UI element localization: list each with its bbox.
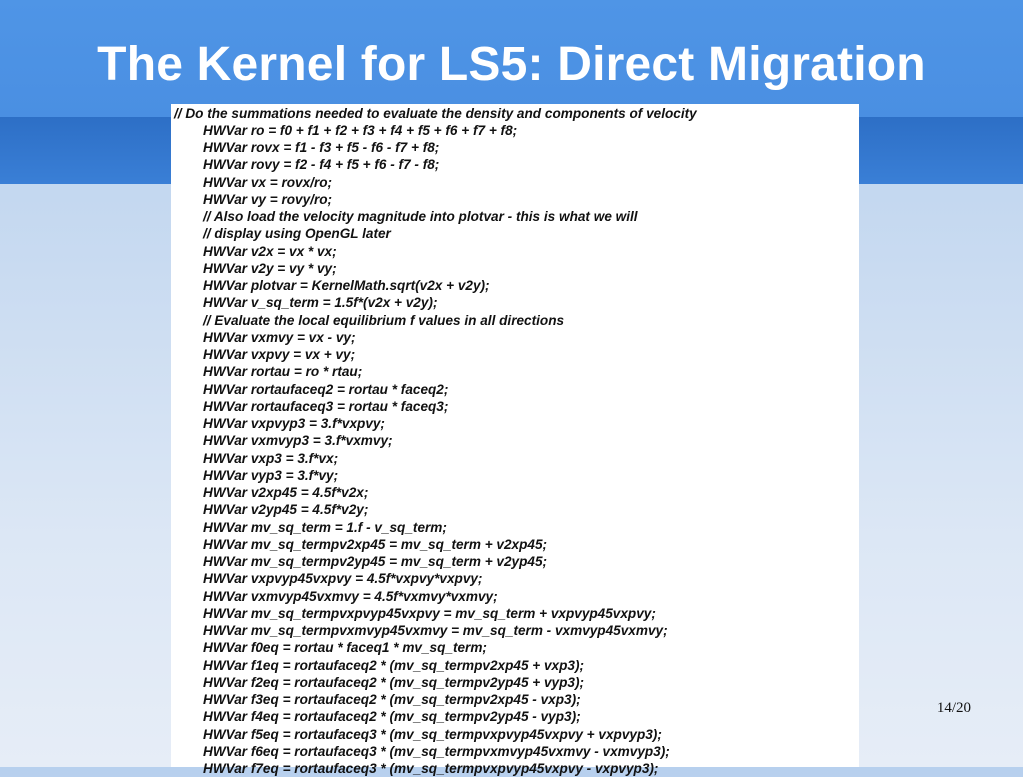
code-comment: // Evaluate the local equilibrium f values in all directions (203, 313, 565, 328)
code-line: HWVar vyp3 = 3.f*vy; (203, 468, 339, 483)
code-line: HWVar v2yp45 = 4.5f*v2y; (203, 502, 369, 517)
code-line: HWVar f7eq = rortaufaceq3 * (mv_sq_termpvxpvyp45vxpvy - vxpvyp3); (203, 761, 659, 776)
code-line: HWVar vxp3 = 3.f*vx; (203, 451, 339, 466)
code-line: HWVar mv_sq_termpvxpvyp45vxpvy = mv_sq_term + vxpvyp45vxpvy; (203, 606, 656, 621)
code-line: HWVar v2y = vy * vy; (203, 261, 337, 276)
code-line: HWVar mv_sq_termpv2xp45 = mv_sq_term + v2xp45; (203, 537, 548, 552)
code-line: HWVar rovy = f2 - f4 + f5 + f6 - f7 - f8; (203, 157, 440, 172)
code-line: HWVar f6eq = rortaufaceq3 * (mv_sq_termpvxmvyp45vxmvy - vxmvyp3); (203, 744, 670, 759)
code-line: HWVar v_sq_term = 1.5f*(v2x + v2y); (203, 295, 438, 310)
code-line: HWVar f2eq = rortaufaceq2 * (mv_sq_termpv2yp45 + vyp3); (203, 675, 585, 690)
code-line: HWVar vxmvy = vx - vy; (203, 330, 356, 345)
code-line: HWVar f3eq = rortaufaceq2 * (mv_sq_termpv2xp45 - vxp3); (203, 692, 581, 707)
code-line: HWVar vxpvyp45vxpvy = 4.5f*vxpvy*vxpvy; (203, 571, 483, 586)
code-line: HWVar vy = rovy/ro; (203, 192, 333, 207)
code-line: HWVar rovx = f1 - f3 + f5 - f6 - f7 + f8; (203, 140, 440, 155)
slide-title: The Kernel for LS5: Direct Migration (97, 38, 926, 91)
code-line: HWVar f1eq = rortaufaceq2 * (mv_sq_termpv2xp45 + vxp3); (203, 658, 585, 673)
code-line: HWVar rortau = ro * rtau; (203, 364, 363, 379)
code-comment: // Also load the velocity magnitude into plotvar - this is what we will (203, 209, 638, 224)
code-line: HWVar f0eq = rortau * faceq1 * mv_sq_term; (203, 640, 487, 655)
code-line: HWVar f4eq = rortaufaceq2 * (mv_sq_termpv2yp45 - vyp3); (203, 709, 581, 724)
code-line: HWVar rortaufaceq2 = rortau * faceq2; (203, 382, 449, 397)
code-line: HWVar v2x = vx * vx; (203, 244, 337, 259)
code-line: HWVar vxmvyp45vxmvy = 4.5f*vxmvy*vxmvy; (203, 589, 498, 604)
code-line: HWVar plotvar = KernelMath.sqrt(v2x + v2y); (203, 278, 490, 293)
code-line: HWVar vxpvy = vx + vy; (203, 347, 356, 362)
code-line: HWVar mv_sq_term = 1.f - v_sq_term; (203, 520, 447, 535)
code-comment: // Do the summations needed to evaluate the density and components of velocity (174, 106, 697, 121)
code-line: HWVar f5eq = rortaufaceq3 * (mv_sq_termpvxpvyp45vxpvy + vxpvyp3); (203, 727, 662, 742)
code-line: HWVar v2xp45 = 4.5f*v2x; (203, 485, 369, 500)
code-line: HWVar vxpvyp3 = 3.f*vxpvy; (203, 416, 385, 431)
code-listing (171, 104, 859, 776)
code-line: HWVar vxmvyp3 = 3.f*vxmvy; (203, 433, 393, 448)
code-line: HWVar vx = rovx/ro; (203, 175, 333, 190)
code-line: HWVar mv_sq_termpvxmvyp45vxmvy = mv_sq_term - vxmvyp45vxmvy; (203, 623, 668, 638)
code-line: HWVar rortaufaceq3 = rortau * faceq3; (203, 399, 449, 414)
code-line: HWVar ro = f0 + f1 + f2 + f3 + f4 + f5 + f6 + f7 + f8; (203, 123, 518, 138)
page-number: 14/20 (936, 700, 971, 716)
code-line: HWVar mv_sq_termpv2yp45 = mv_sq_term + v2yp45; (203, 554, 548, 569)
code-comment: // display using OpenGL later (203, 226, 391, 241)
